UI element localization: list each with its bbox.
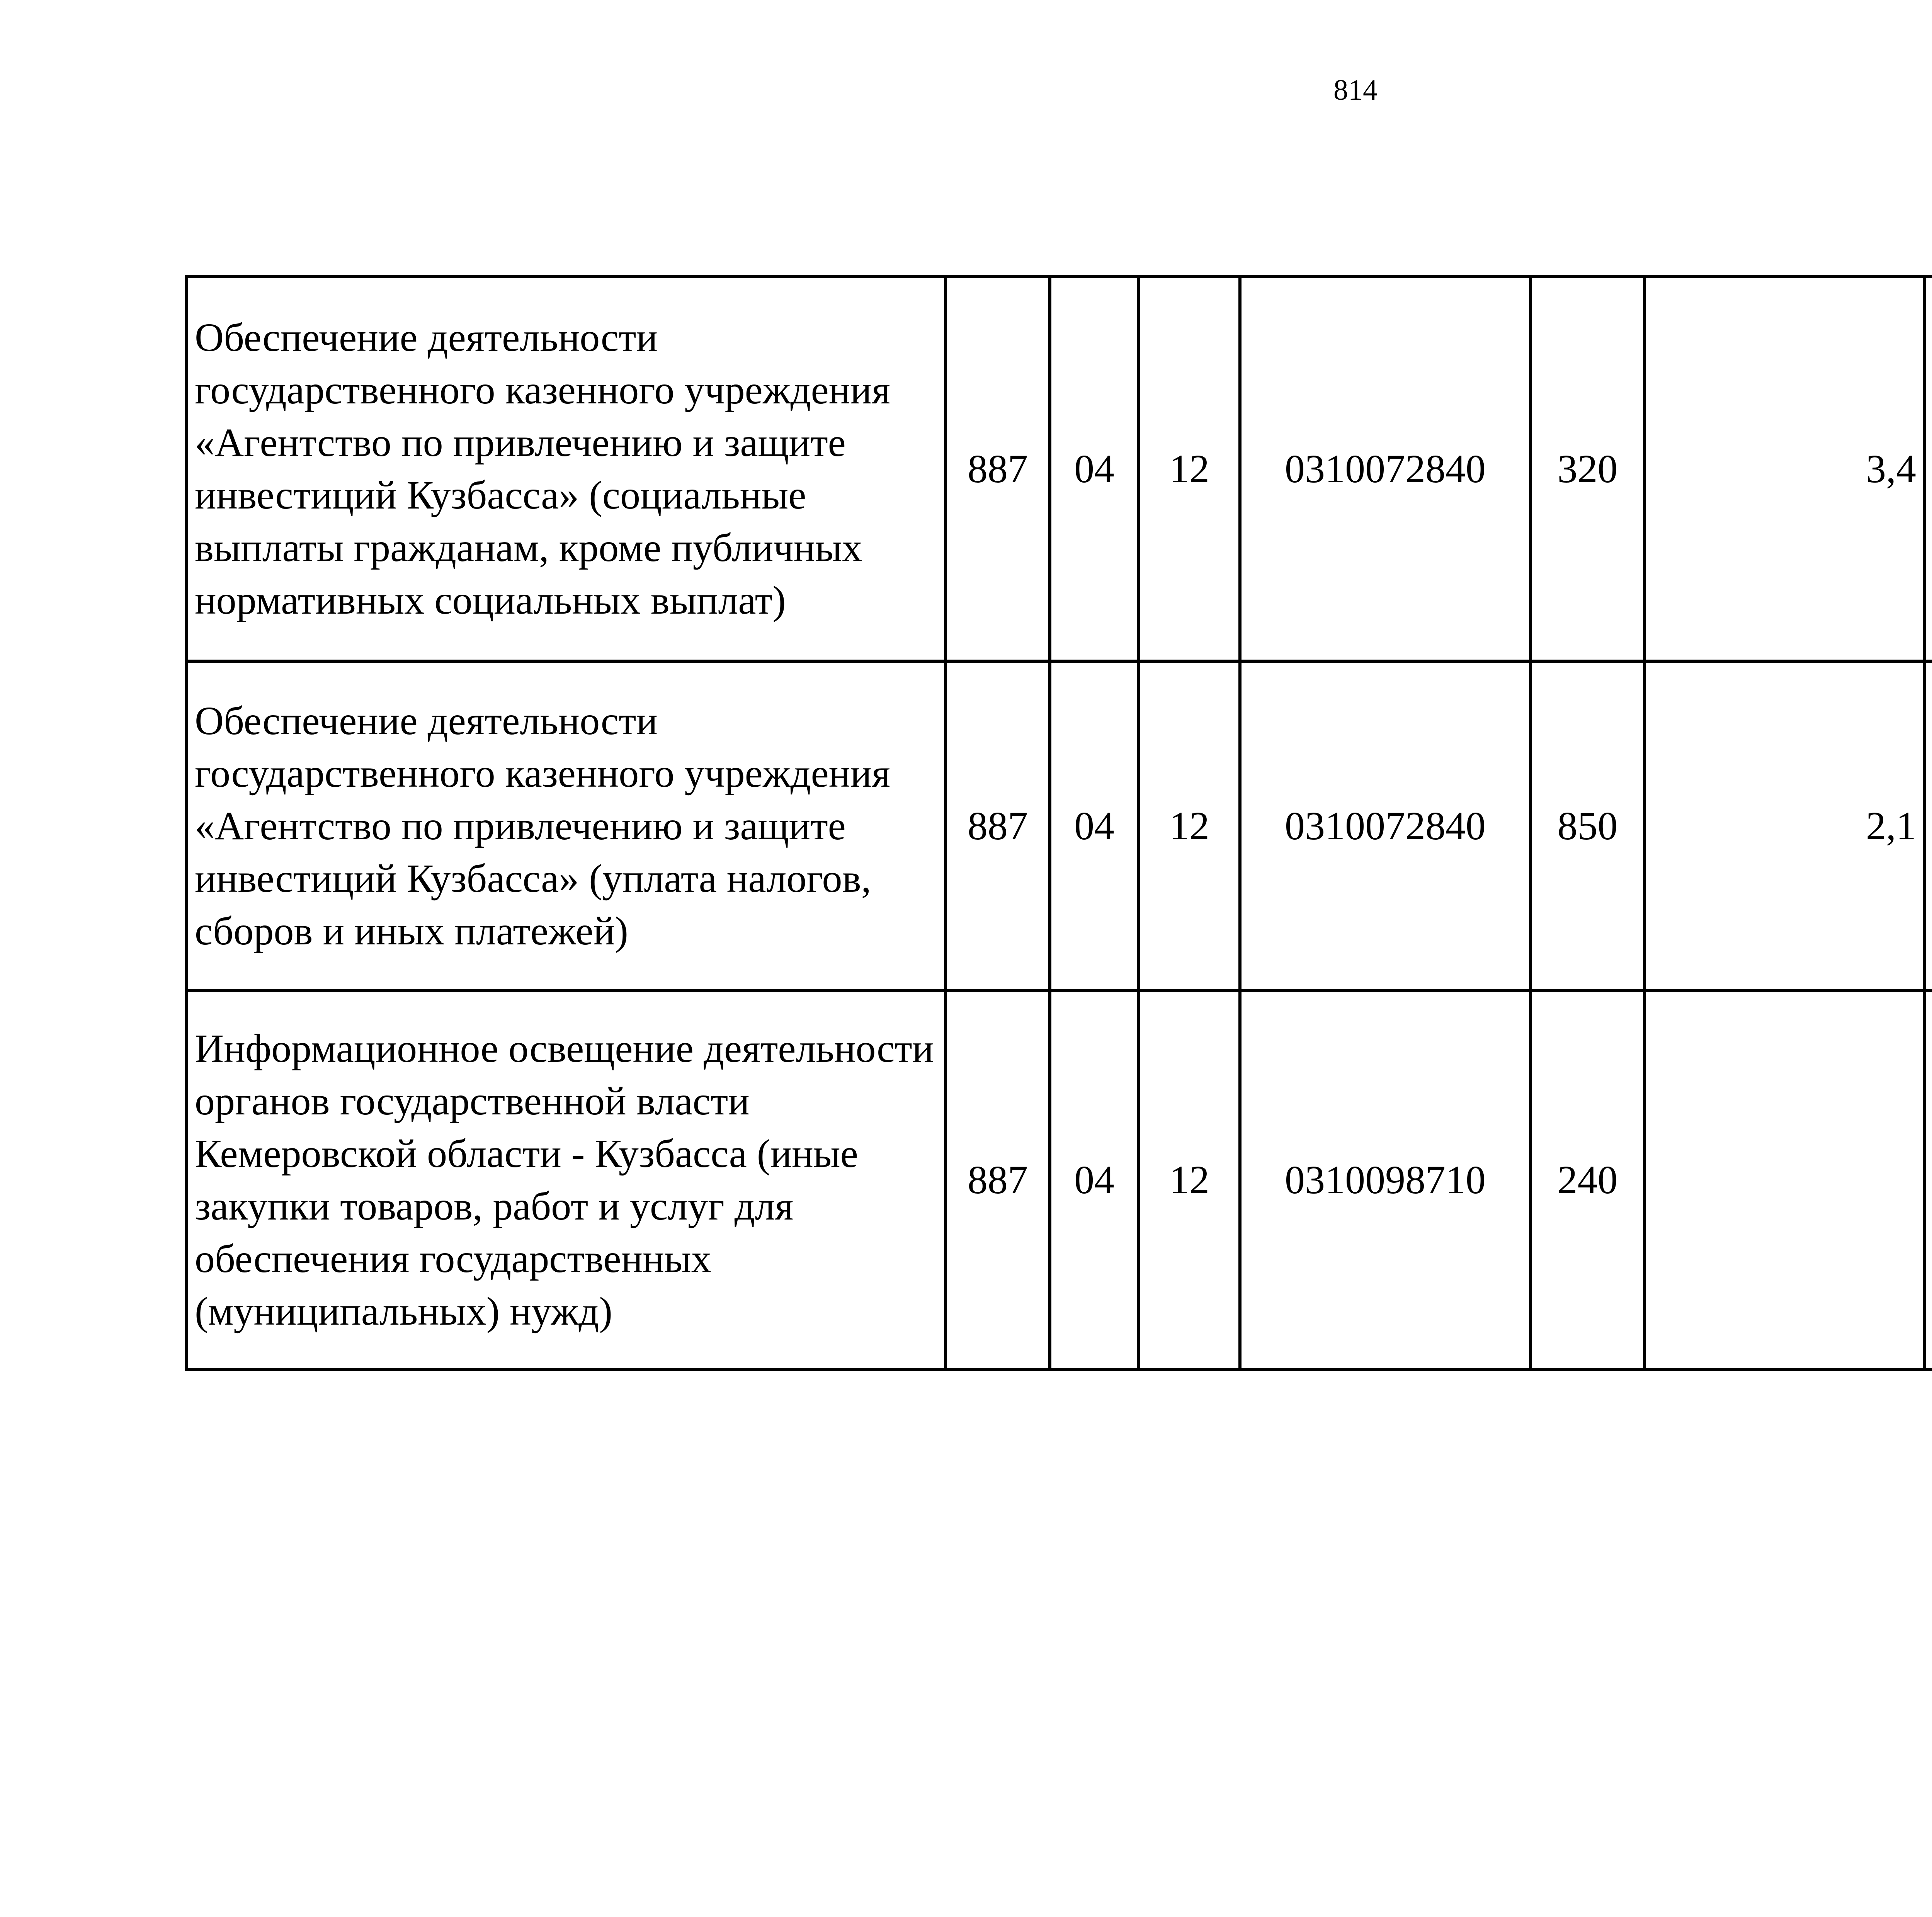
table-row: [186, 277, 1932, 661]
row-description-cell: [186, 661, 946, 991]
amount-2-cell: [1925, 991, 1932, 1369]
subsection-code: 12: [1169, 446, 1209, 491]
subsection-code-cell: [1139, 661, 1240, 991]
expense-type-cell: [1531, 991, 1645, 1369]
expense-type-code: 850: [1557, 803, 1618, 848]
amount-1: 3,4: [1866, 446, 1916, 491]
target-article-code: 0310072840: [1285, 446, 1486, 491]
target-article-code: 0310072840: [1285, 803, 1486, 848]
amount-1-cell: [1645, 661, 1925, 991]
expense-type-cell: [1531, 277, 1645, 661]
amount-1-cell: [1645, 991, 1925, 1369]
budget-table: [185, 275, 1932, 1371]
subsection-code: 12: [1169, 803, 1209, 848]
ministry-code: 887: [968, 446, 1028, 491]
ministry-code-cell: [946, 991, 1050, 1369]
amount-1-cell: [1645, 277, 1925, 661]
table-row: [186, 661, 1932, 991]
section-code: 04: [1074, 803, 1114, 848]
row-description: Информационное освещение деятельности органов государственной власти Кемеровской области - Кузбасса (иные закупки товаров, работ и услуг для обеспечения государственных (муниципальных) нужд): [195, 1026, 934, 1334]
expense-type-code: 320: [1557, 446, 1618, 491]
subsection-code-cell: [1139, 277, 1240, 661]
section-code: 04: [1074, 446, 1114, 491]
ministry-code-cell: [946, 277, 1050, 661]
expense-type-cell: [1531, 661, 1645, 991]
target-article-cell: [1240, 277, 1531, 661]
ministry-code-cell: [946, 661, 1050, 991]
row-description-cell: [186, 277, 946, 661]
target-article-cell: [1240, 991, 1531, 1369]
target-article-cell: [1240, 661, 1531, 991]
amount-1: 2,1: [1866, 803, 1916, 848]
amount-2-cell: [1925, 277, 1932, 661]
page-number: 814: [1333, 74, 1378, 106]
section-code-cell: [1050, 277, 1139, 661]
target-article-code: 0310098710: [1285, 1158, 1486, 1202]
section-code-cell: [1050, 661, 1139, 991]
table-row: [186, 991, 1932, 1369]
row-description: Обеспечение деятельности государственного казенного учреждения «Агентство по привлечению и защите инвестиций Кузбасса» (уплата налогов, сборов и иных платежей): [195, 698, 890, 953]
amount-2-cell: [1925, 661, 1932, 991]
expense-type-code: 240: [1557, 1158, 1618, 1202]
section-code-cell: [1050, 991, 1139, 1369]
section-code: 04: [1074, 1158, 1114, 1202]
row-description: Обеспечение деятельности государственного казенного учреждения «Агентство по привлечению и защите инвестиций Кузбасса» (социальные выплаты гражданам, кроме публичных нормативных социальных выплат): [195, 315, 890, 623]
subsection-code-cell: [1139, 991, 1240, 1369]
ministry-code: 887: [968, 803, 1028, 848]
row-description-cell: [186, 991, 946, 1369]
ministry-code: 887: [968, 1158, 1028, 1202]
subsection-code: 12: [1169, 1158, 1209, 1202]
